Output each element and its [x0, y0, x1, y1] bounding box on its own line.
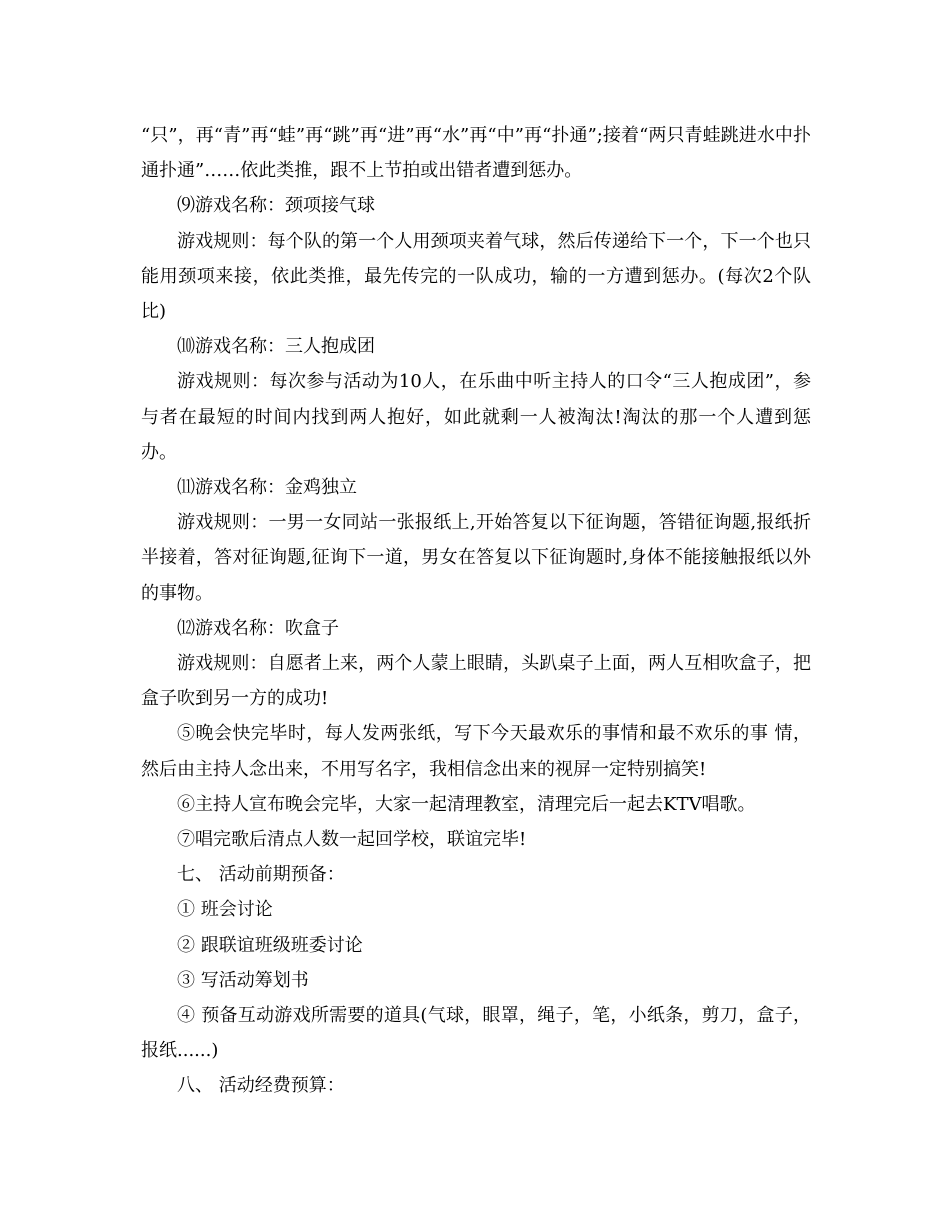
- step-7: ⑦唱完歌后清点人数一起回学校，联谊完毕!: [177, 829, 527, 851]
- section-8-heading: 八、 活动经费预算：: [177, 1075, 345, 1097]
- game-11-title: ⑾游戏名称：金鸡独立: [177, 477, 357, 499]
- document-body: [141, 118, 811, 1104]
- prep-item-2: ② 跟联谊班级班委讨论: [177, 934, 363, 956]
- game-10-title: ⑽游戏名称：三人抱成团: [177, 336, 375, 358]
- prep-item-4: ④ 预备互动游戏所需要的道具(气球，眼罩，绳子，笔，小纸条，剪刀，盒子，报纸......): [141, 1005, 811, 1062]
- game-10-rules: 游戏规则：每次参与活动为10人，在乐曲中听主持人的口令“三人抱成团”，参与者在最短的时间内找到两人抱好，如此就剩一人被淘汰!淘汰的那一个人遭到惩办。: [141, 371, 811, 463]
- game-9-rules: 游戏规则：每个队的第一个人用颈项夹着气球，然后传递给下一个，下一个也只能用颈项来接，依此类推，最先传完的一队成功，输的一方遭到惩办。(每次2个队比): [141, 230, 811, 323]
- game-12-title: ⑿游戏名称：吹盒子: [177, 617, 339, 639]
- step-6: ⑥主持人宣布晚会完毕，大家一起清理教室，清理完后一起去KTV唱歌。: [177, 793, 756, 815]
- game-12-rules: 游戏规则：自愿者上来，两个人蒙上眼睛，头趴桌子上面，两人互相吹盒子，把盒子吹到另一方的成功!: [141, 653, 811, 710]
- step-5: ⑤晚会快完毕时，每人发两张纸，写下今天最欢乐的事情和最不欢乐的事 情，然后由主持人念出来，不用写名字，我相信念出来的视屏一定特别搞笑!: [141, 723, 811, 780]
- game-9-title: ⑼游戏名称：颈项接气球: [177, 195, 375, 217]
- section-7-heading: 七、 活动前期预备：: [177, 864, 345, 886]
- prep-item-3: ③ 写活动筹划书: [177, 969, 309, 991]
- game-11-rules: 游戏规则：一男一女同站一张报纸上,开始答复以下征询题，答错征询题,报纸折半接着，答对征询题,征询下一道，男女在答复以下征询题时,身体不能接触报纸以外的事物。: [141, 512, 811, 604]
- prep-item-1: ① 班会讨论: [177, 899, 273, 921]
- paragraph-continuation: “只”，再“青”再“蛙”再“跳”再“进”再“水”再“中”再“扑通”;接着“两只青蛙跳进水中扑通扑通”……依此类推，跟不上节拍或出错者遭到惩办。: [141, 125, 811, 182]
